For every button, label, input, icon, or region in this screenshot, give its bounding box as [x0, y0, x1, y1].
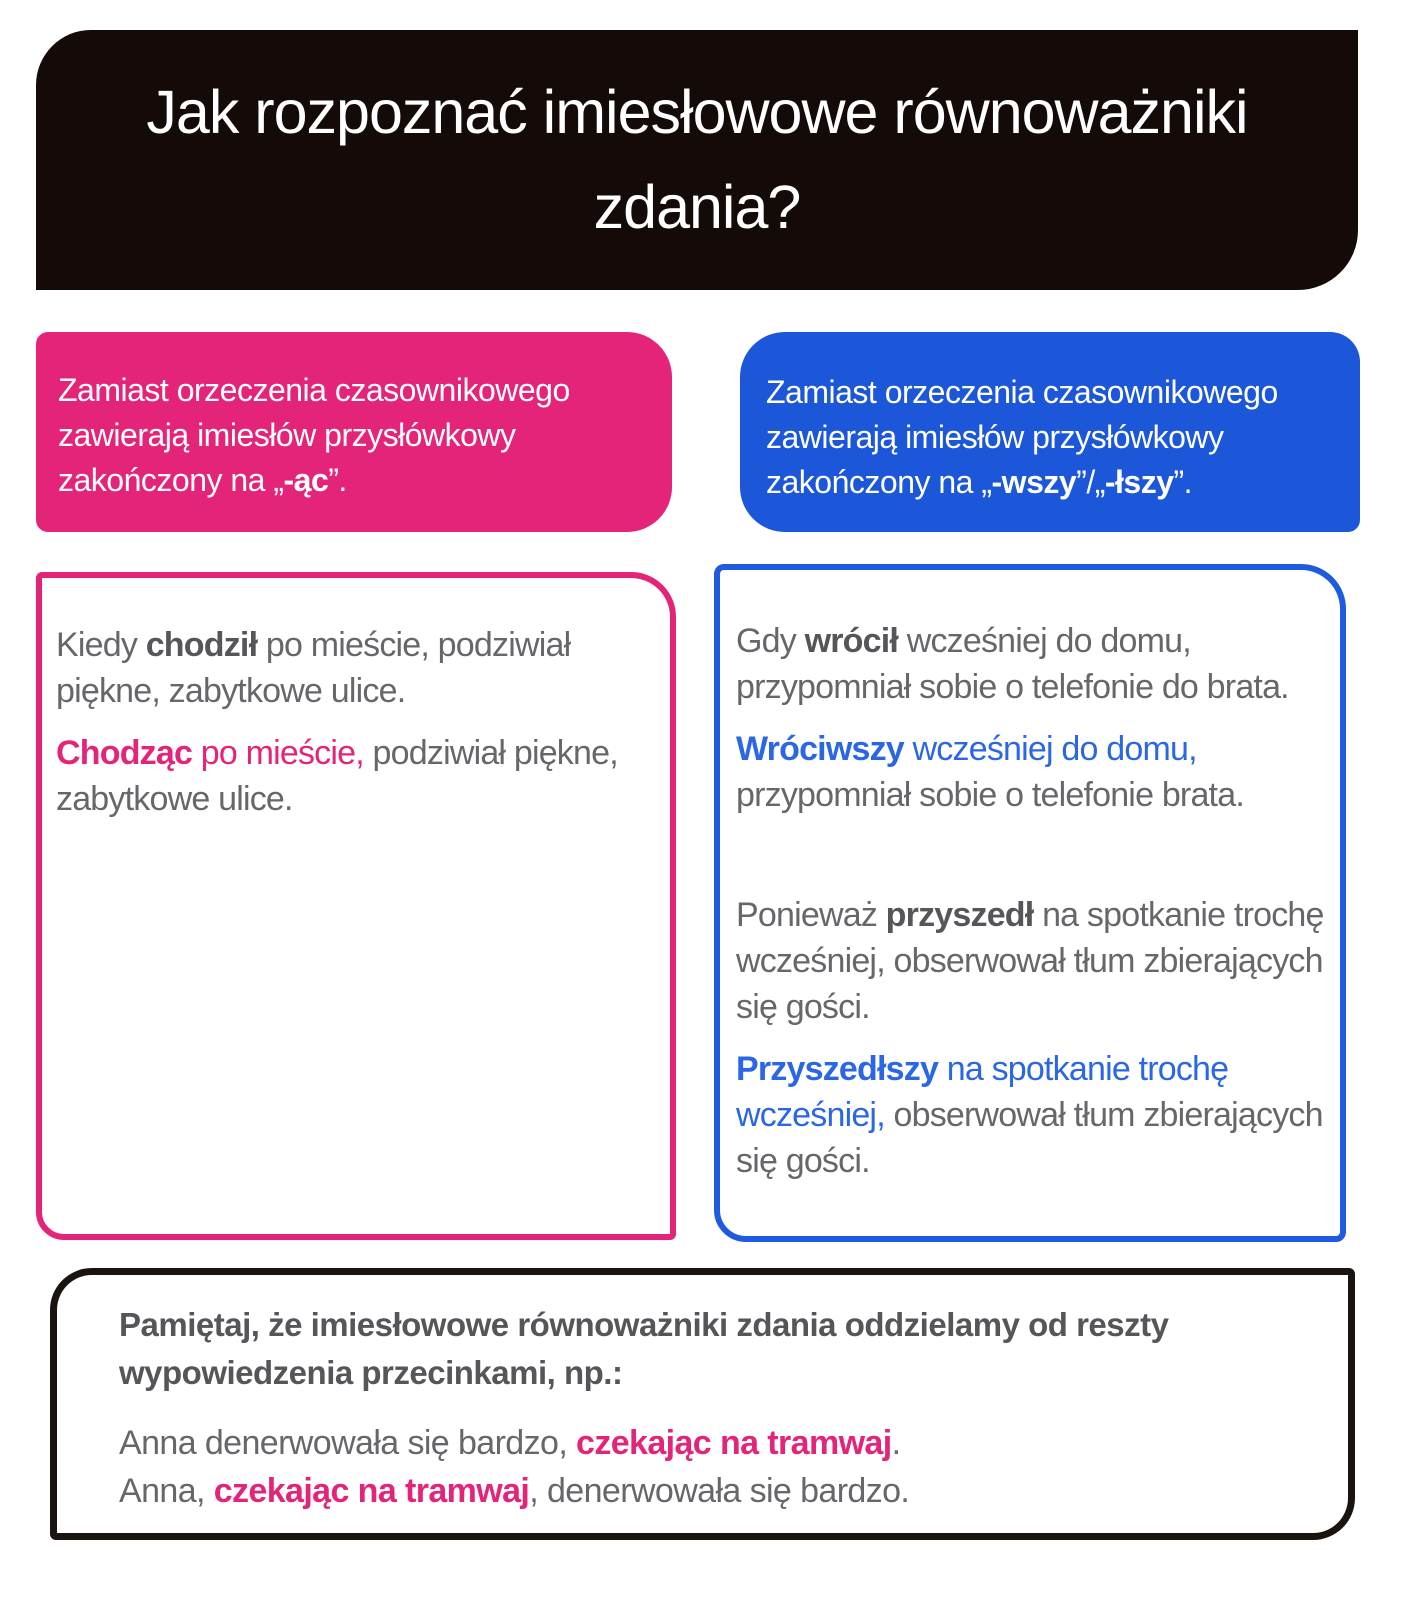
text-segment: wcześniej do domu, [903, 730, 1197, 768]
text-segment: Chodząc [56, 734, 193, 772]
note-example-2 [119, 1467, 1308, 1515]
text-segment: na spotkanie trochę wcześniej, [736, 1050, 1229, 1134]
text-segment: wcześniej do domu, przypomniał sobie o telefonie do brata. [736, 622, 1289, 706]
rule-card-blue [740, 332, 1360, 532]
text-segment: -wszy [991, 464, 1077, 500]
text-segment: po mieście, [192, 734, 364, 772]
example-card-pink [36, 572, 676, 1240]
title-banner [36, 30, 1358, 290]
example-blue-participle-1 [736, 726, 1330, 818]
text-segment: Kiedy [56, 626, 146, 664]
text-segment: Przyszedłszy [736, 1050, 939, 1088]
example-pink-original [56, 622, 658, 714]
example-blue-participle-2 [736, 1046, 1330, 1184]
rule-pink-text [58, 368, 644, 503]
text-segment: Anna, [119, 1472, 214, 1510]
note-card [50, 1268, 1355, 1540]
rule-blue-text [766, 370, 1340, 505]
text-segment: Anna denerwowała się bardzo, [119, 1424, 577, 1462]
text-segment: po mieście, podziwiał piękne, zabytkowe ulice. [56, 626, 571, 710]
text-segment: ”. [1173, 464, 1193, 500]
text-segment: Wróciwszy [736, 730, 904, 768]
example-blue-original-1 [736, 618, 1330, 710]
example-card-blue [714, 564, 1346, 1242]
text-segment: wrócił [804, 622, 899, 660]
text-segment: obserwował tłum zbierających się gości. [736, 1096, 1323, 1180]
text-segment: Gdy [736, 622, 805, 660]
text-segment: Zamiast orzeczenia czasownikowego zawierają imiesłów przysłówkowy zakończony na „ [58, 372, 570, 498]
text-segment: ”. [328, 462, 347, 498]
example-pink-participle [56, 730, 658, 822]
page-title: Jak rozpoznać imiesłowowe równoważniki zdania? [146, 78, 1248, 241]
text-segment: na spotkanie trochę wcześniej, obserwował tłum zbierających się gości. [736, 896, 1324, 1026]
text-segment: chodził [145, 626, 258, 664]
text-segment: przyszedł [885, 896, 1034, 934]
text-segment: ”/„ [1076, 464, 1105, 500]
rule-card-pink [36, 332, 672, 532]
text-segment: -ąc [283, 462, 329, 498]
text-segment: czekając na tramwaj [576, 1424, 892, 1462]
text-segment: . [891, 1424, 901, 1462]
text-segment: czekając na tramwaj [213, 1472, 530, 1510]
text-segment: podziwiał piękne, zabytkowe ulice. [56, 734, 618, 818]
example-blue-original-2 [736, 892, 1330, 1030]
note-example-1 [119, 1419, 1308, 1467]
text-segment: , denerwowała się bardzo. [529, 1472, 910, 1510]
note-examples [119, 1419, 1308, 1515]
text-segment: Zamiast orzeczenia czasownikowego zawierają imiesłów przysłówkowy zakończony na „ [766, 374, 1278, 500]
note-heading: Pamiętaj, że imiesłowowe równoważniki zdania oddzielamy od reszty wypowiedzenia przecinkami, np.: [119, 1306, 1169, 1391]
text-segment: przypomniał sobie o telefonie brata. [736, 776, 1244, 814]
text-segment: Ponieważ [736, 896, 886, 934]
text-segment: -łszy [1104, 464, 1174, 500]
